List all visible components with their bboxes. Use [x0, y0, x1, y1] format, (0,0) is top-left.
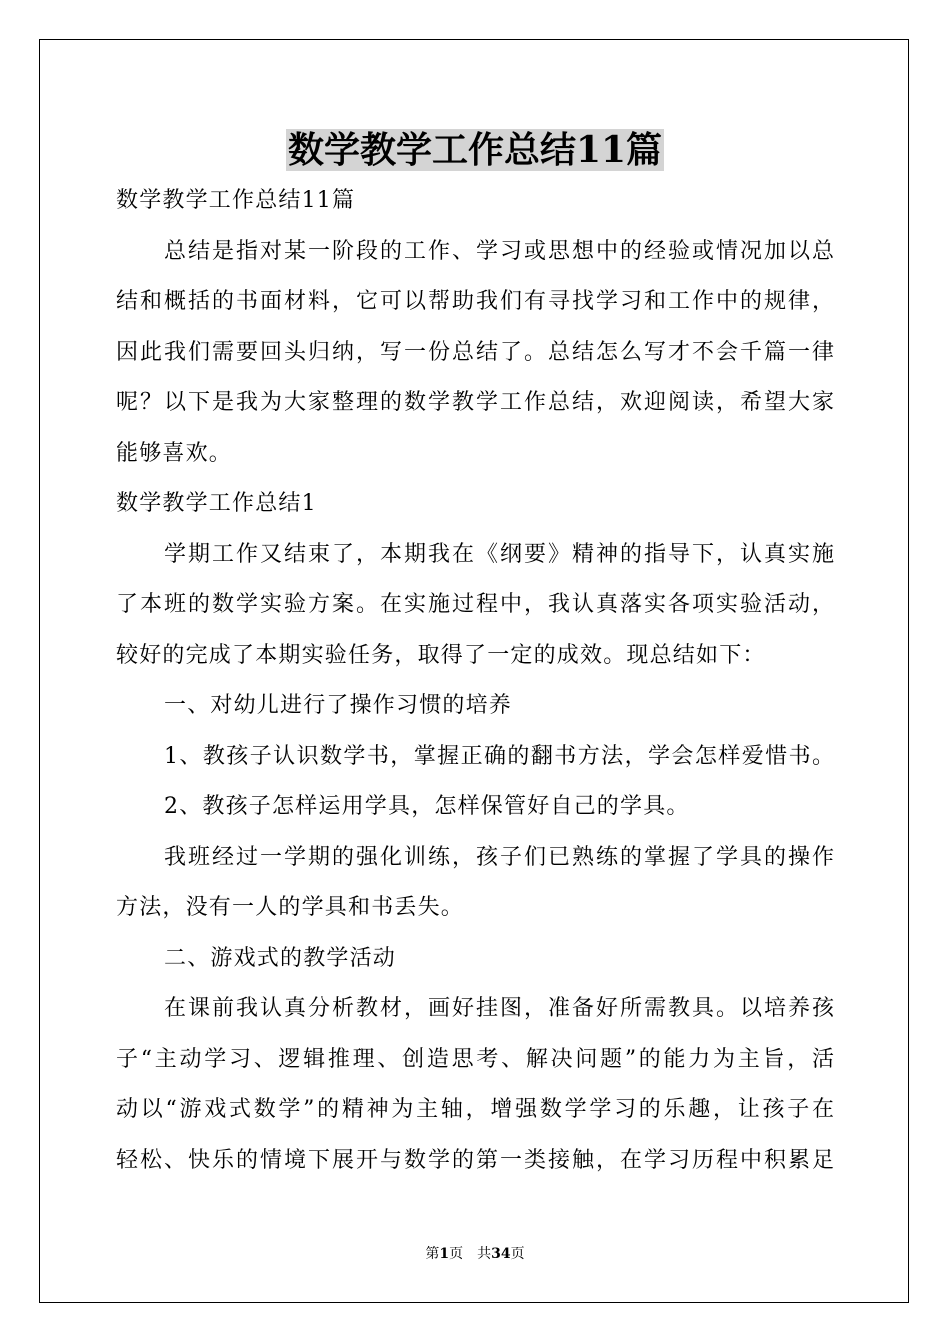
text-line: 因此我们需要回头归纳，写一份总结了。总结怎么写才不会千篇一律	[116, 339, 834, 365]
text-line: 学期工作又结束了，本期我在《纲要》精神的指导下，认真实施	[164, 541, 834, 567]
text-line: 结和概括的书面材料，它可以帮助我们有寻找学习和工作中的规律，	[116, 289, 834, 314]
footer-total-pages: 34	[491, 1246, 511, 1262]
text-line: 一、对幼儿进行了操作习惯的培养	[164, 693, 513, 718]
text-line: 总结是指对某一阶段的工作、学习或思想中的经验或情况加以总	[164, 238, 834, 264]
text-line: 轻松、快乐的情境下展开与数学的第一类接触，在学习历程中积累足	[116, 1147, 834, 1173]
text-line: 动以“游戏式数学”的精神为主轴，增强数学学习的乐趣，让孩子在	[116, 1097, 834, 1122]
footer-prefix: 第	[425, 1246, 440, 1262]
text-line: 方法，没有一人的学具和书丢失。	[116, 895, 465, 920]
footer-middle: 页 共	[449, 1246, 492, 1262]
text-line: 2、教孩子怎样运用学具，怎样保管好自己的学具。	[164, 794, 690, 819]
text-line: 呢？以下是我为大家整理的数学教学工作总结，欢迎阅读，希望大家	[116, 390, 834, 415]
document-body	[116, 176, 834, 1186]
page-footer	[0, 1244, 950, 1264]
footer-suffix: 页	[510, 1246, 525, 1262]
text-line: 子“主动学习、逻辑推理、创造思考、解决问题”的能力为主旨，活	[116, 1046, 834, 1072]
text-line: 数学教学工作总结11篇	[116, 188, 356, 213]
text-line: 我班经过一学期的强化训练，孩子们已熟练的掌握了学具的操作	[164, 844, 834, 870]
text-line: 能够喜欢。	[116, 440, 233, 466]
document-title	[0, 126, 950, 174]
text-line: 数学教学工作总结1	[116, 491, 317, 516]
text-line: 较好的完成了本期实验任务，取得了一定的成效。现总结如下：	[116, 642, 766, 668]
text-line: 在课前我认真分析教材，画好挂图，准备好所需教具。以培养孩	[164, 996, 834, 1021]
text-line: 二、游戏式的教学活动	[164, 945, 397, 971]
text-line: 了本班的数学实验方案。在实施过程中，我认真落实各项实验活动，	[116, 592, 834, 617]
text-line: 1、教孩子认识数学书，掌握正确的翻书方法，学会怎样爱惜书。	[164, 743, 834, 769]
document-title-text: 数学教学工作总结11篇	[287, 129, 663, 171]
footer-current-page: 1	[439, 1246, 450, 1262]
